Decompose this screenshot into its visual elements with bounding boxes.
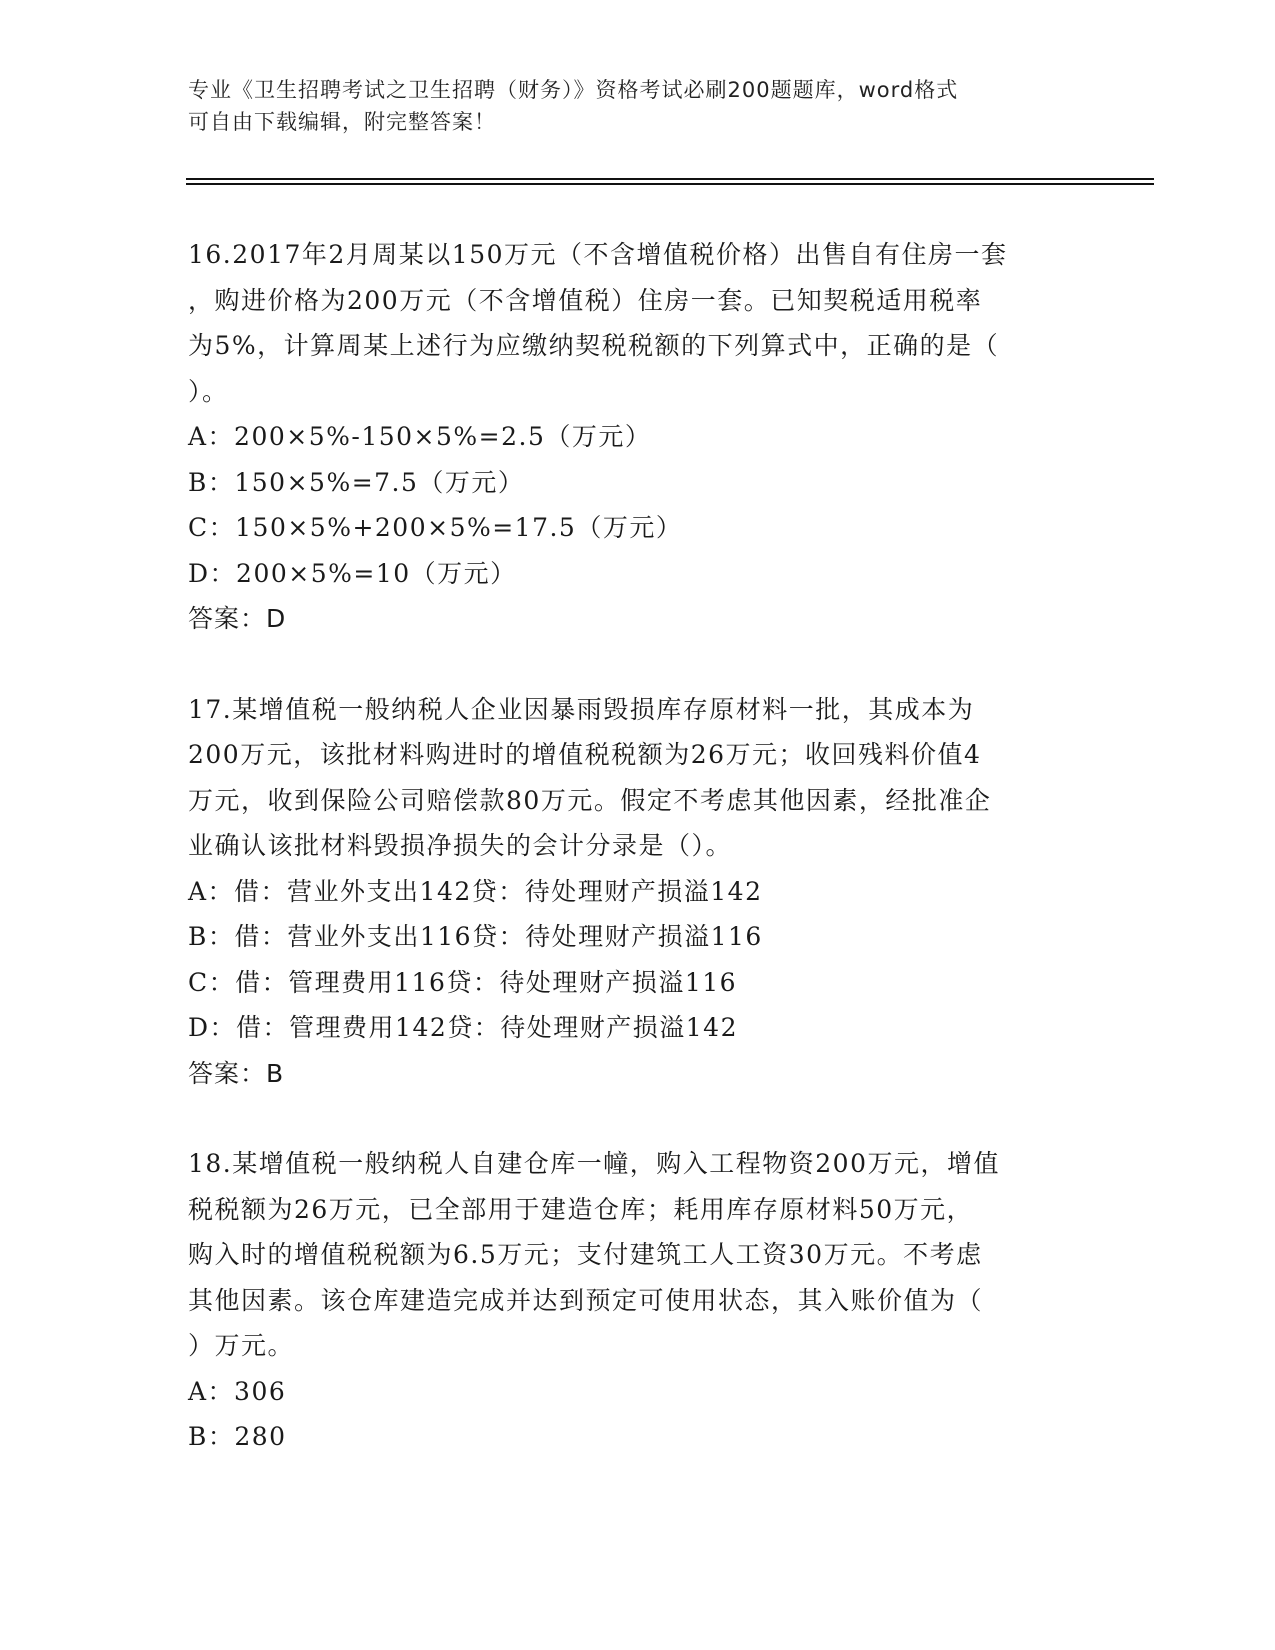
header-line: 专业《卫生招聘考试之卫生招聘（财务）》资格考试必刷200题题库，word格式: [188, 78, 959, 102]
question-text-line: 业确认该批材料毁损净损失的会计分录是（）。: [188, 831, 733, 860]
question-text-line: ，购进价格为200万元（不含增值税）住房一套。已知契税适用税率: [188, 285, 983, 315]
option-b: B：280: [188, 1422, 287, 1451]
question-text-line: 购入时的增值税税额为6.5万元；支付建筑工人工资30万元。不考虑: [188, 1240, 983, 1269]
question-17: [188, 687, 1088, 1097]
header-line: 可自由下载编辑，附完整答案！: [188, 110, 496, 134]
option-a: A：200×5%-150×5%=2.5（万元）: [188, 422, 652, 451]
question-16: [188, 232, 1088, 642]
option-c: C：150×5%+200×5%=17.5（万元）: [188, 513, 683, 542]
question-text-line: 万元，收到保险公司赔偿款80万元。假定不考虑其他因素，经批准企: [188, 785, 992, 815]
question-text-line: 16.2017年2月周某以150万元（不含增值税价格）出售自有住房一套: [188, 240, 1008, 269]
question-list: [188, 232, 1088, 1505]
question-18: [188, 1141, 1088, 1460]
option-d: D：200×5%=10（万元）: [188, 558, 517, 588]
document-header: [188, 74, 1088, 138]
option-a: A：306: [188, 1376, 287, 1406]
option-a: A：借：营业外支出142贷：待处理财产损溢142: [188, 876, 763, 906]
header-rule-bottom: [186, 183, 1154, 185]
option-c: C：借：管理费用116贷：待处理财产损溢116: [188, 967, 738, 997]
question-text-line: 为5%，计算周某上述行为应缴纳契税税额的下列算式中，正确的是（: [188, 331, 1000, 360]
question-text-line: ）。: [188, 376, 229, 406]
header-rule-top: [186, 178, 1154, 180]
option-b: B：借：营业外支出116贷：待处理财产损溢116: [188, 922, 763, 951]
option-b: B：150×5%=7.5（万元）: [188, 467, 525, 497]
question-text-line: 18.某增值税一般纳税人自建仓库一幢，购入工程物资200万元，增值: [188, 1149, 1000, 1178]
question-text-line: 其他因素。该仓库建造完成并达到预定可使用状态，其入账价值为（: [188, 1285, 984, 1315]
question-text-line: 200万元，该批材料购进时的增值税税额为26万元；收回残料价值4: [188, 740, 982, 769]
question-text-line: 税税额为26万元，已全部用于建造仓库；耗用库存原材料50万元，: [188, 1194, 974, 1224]
answer-label: 答案：B: [188, 1058, 285, 1088]
option-d: D：借：管理费用142贷：待处理财产损溢142: [188, 1013, 738, 1042]
question-text-line: 17.某增值税一般纳税人企业因暴雨毁损库存原材料一批，其成本为: [188, 694, 975, 724]
answer-label: 答案：D: [188, 604, 287, 633]
question-text-line: ）万元。: [188, 1331, 295, 1360]
